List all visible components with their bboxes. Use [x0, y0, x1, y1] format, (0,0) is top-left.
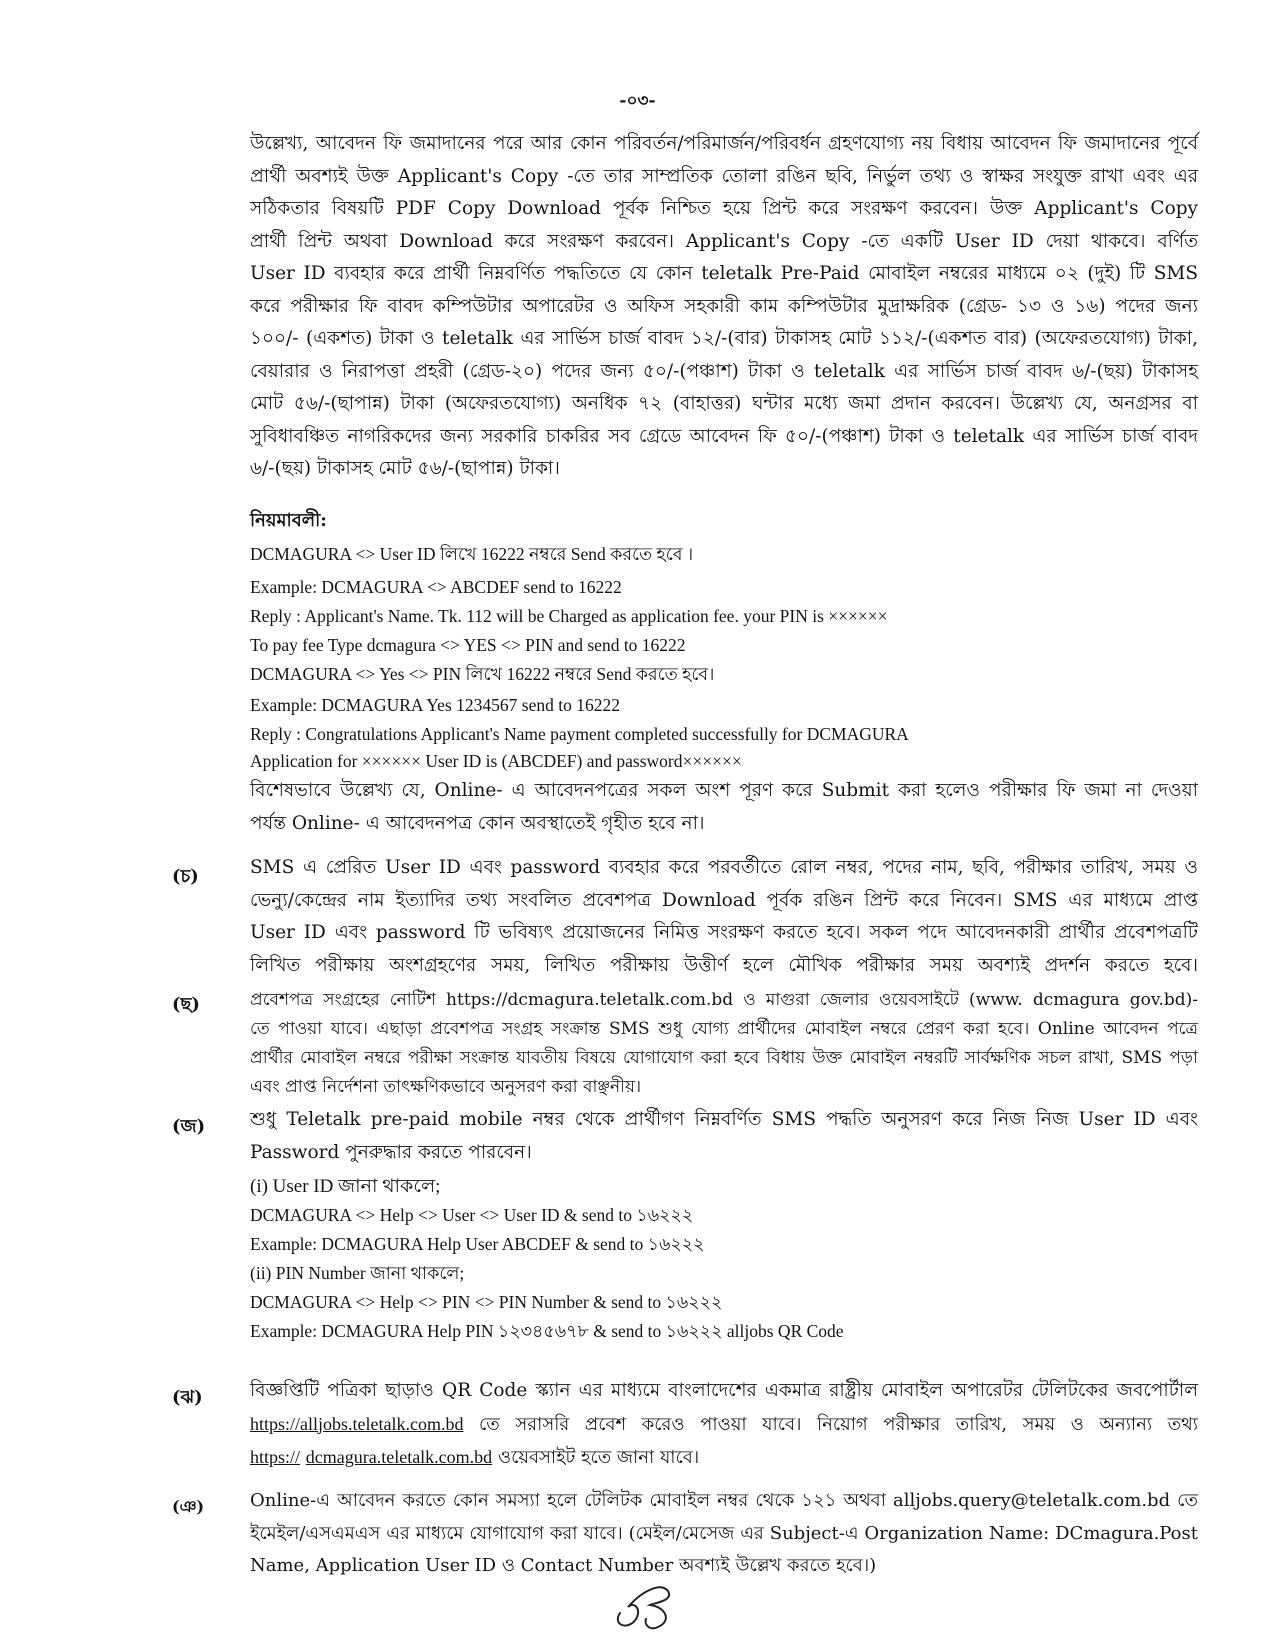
- section-line: প্রার্থীর মোবাইল নম্বরে পরীক্ষা সংক্রান্ত যাবতীয় বিষয়ে যোগাযোগ করা হবে বিধায় উক্ত মোবাইল নম্বরটি সার্বক্ষণিক সচল রাখা, SMS পড়া: [250, 1048, 1198, 1068]
- sms-line: DCMAGURA <> Help <> User <> User ID & send to ১৬২২২: [250, 1205, 694, 1225]
- rules-sms-block: [250, 540, 1198, 774]
- section-marker-nya: (ঞ): [172, 1497, 205, 1516]
- intro-paragraph: [250, 128, 1198, 486]
- intro-line: মোট ৫৬/-(ছাপান্ন) টাকা (অফেরতযোগ্য) অনধিক ৭২ (বাহাত্তর) ঘন্টার মধ্যে জমা প্রদান করবেন। উল্লেখ্য যে, অনগ্রসর বা: [250, 393, 1198, 414]
- rule-line: Example: DCMAGURA <> ABCDEF send to 16222: [250, 577, 622, 597]
- section-line: শুধু Teletalk pre-paid mobile নম্বর থেকে প্রার্থীগণ নিম্নবর্ণিত SMS পদ্ধতি অনুসরণ করে নিজ নিজ User ID এবং: [250, 1109, 1198, 1130]
- rule-line: DCMAGURA <> User ID লিখে 16222 নম্বরে Send করতে হবে ।: [250, 544, 694, 564]
- dcmagura-link[interactable]: dcmagura.teletalk.com.bd: [305, 1447, 493, 1467]
- rule-line: Reply : Applicant's Name. Tk. 112 will be Charged as application fee. your PIN is ××××××: [250, 606, 888, 626]
- section-marker-ja: (জ): [172, 1116, 206, 1137]
- rules-heading-text: নিয়মাবলী:: [250, 510, 327, 531]
- section-line: ভেন্যু/কেন্দ্রের নাম ইত্যাদির তথ্য সংবলিত প্রবেশপত্র Download পূর্বক রঙিন প্রিন্ট করে নিবেন। SMS এর মাধ্যমে প্রাপ্ত: [250, 889, 1198, 911]
- section-line: এবং প্রাপ্ত নির্দেশনা তাৎক্ষণিকভাবে অনুসরণ করা বাঞ্ছনীয়।: [250, 1077, 642, 1097]
- section-marker-chha: (ছ): [172, 994, 200, 1015]
- section-nya: [250, 1485, 1198, 1583]
- section-cha: [250, 852, 1198, 982]
- intro-line: সুবিধাবঞ্চিত নাগরিকদের জন্য সরকারি চাকরির সব গ্রেডে আবেদন ফি ৫০/-(পঞ্চাশ) টাকা ও teletalk এর সার্ভিস চার্জ বাবদ: [250, 425, 1198, 447]
- sms-line: DCMAGURA <> Help <> PIN <> PIN Number & send to ১৬২২২: [250, 1292, 723, 1312]
- section-line: তে পাওয়া যাবে। এছাড়া প্রবেশপত্র সংগ্রহ সংক্রান্ত SMS শুধু যোগ্য প্রার্থীদের মোবাইল নম্বরে প্রেরণ করা হবে। Online আবেদন পত্রে: [250, 1019, 1198, 1039]
- rule-line: Reply : Congratulations Applicant's Name payment completed successfully for DCMAGURA: [250, 724, 909, 744]
- section-line: [250, 1441, 1198, 1475]
- intro-line: ১০০/- (একশত) টাকা ও teletalk এর সার্ভিস চার্জ বাবদ ১২/-(বার) টাকাসহ মোট ১১২/-(একশত বার) (অফেরতযোগ্য) টাকা,: [250, 328, 1198, 349]
- section-line: বিজ্ঞপ্তিটি পত্রিকা ছাড়াও QR Code স্ক্যান এর মাধ্যমে বাংলাদেশের একমাত্র রাষ্ট্রীয় মোবাইল অপারেটর টেলিটকের জবপোর্টাল: [250, 1380, 1198, 1401]
- rule-line: To pay fee Type dcmagura <> YES <> PIN and send to 16222: [250, 635, 686, 655]
- intro-line: উল্লেখ্য, আবেদন ফি জমাদানের পরে আর কোন পরিবর্তন/পরিমার্জন/পরিবর্ধন গ্রহণযোগ্য নয় বিধায় আবেদন ফি জমাদানের পূর্বে: [250, 133, 1198, 154]
- alljobs-link[interactable]: https://alljobs.teletalk.com.bd: [250, 1413, 464, 1434]
- section-line: লিখিত পরীক্ষায় অংশগ্রহণের সময়, লিখিত পরীক্ষায় উত্তীর্ণ হলে মৌখিক পরীক্ষার সময় অবশ্যই প্রদর্শন করতে হবে।: [250, 954, 1198, 976]
- intro-line: সঠিকতার বিষয়টি PDF Copy Download পূর্বক নিশ্চিত হয়ে প্রিন্ট করে সংরক্ষণ করবেন। উক্ত Applicant's Copy: [250, 198, 1198, 219]
- rules-heading: [250, 506, 1198, 535]
- rules-note: [250, 775, 1198, 840]
- rule-line: Application for ×××××× User ID is (ABCDEF) and password××××××: [250, 751, 742, 771]
- section-line: User ID এবং password টি ভবিষ্যৎ প্রয়োজনের নিমিত্ত সংরক্ষণ করতে হবে। সকল পদে আবেদনকারী প্রার্থীর প্রবেশপত্রটি: [250, 922, 1198, 943]
- recovery-sms-block: [250, 1172, 1198, 1346]
- rule-line: Example: DCMAGURA Yes 1234567 send to 16222: [250, 695, 620, 715]
- page-number: -০৩-: [619, 91, 656, 111]
- intro-line: ৬/-(ছয়) টাকাসহ মোট ৫৬/-(ছাপান্ন) টাকা।: [250, 458, 560, 479]
- section-line: Name, Application User ID ও Contact Number অবশ্যই উল্লেখ করতে হবে।): [250, 1555, 877, 1576]
- note-line: বিশেষভাবে উল্লেখ্য যে, Online- এ আবেদনপত্রের সকল অংশ পূরণ করে Submit করা হলেও পরীক্ষার ফি জমা না দেওয়া: [250, 780, 1198, 801]
- section-text: তে সরাসরি প্রবেশ করেও পাওয়া যাবে। নিয়োগ পরীক্ষার তারিখ, সময় ও অন্যান্য তথ্য: [463, 1413, 1198, 1435]
- section-line: Password পুনরুদ্ধার করতে পারবেন।: [250, 1141, 532, 1163]
- section-text: ওয়েবসাইট হতে জানা যাবে।: [492, 1447, 700, 1468]
- section-line: SMS এ প্রেরিত User ID এবং password ব্যবহার করে পরবর্তীতে রোল নম্বর, পদের নাম, ছবি, পরীক্ষার তারিখ, সময় ও: [250, 857, 1198, 878]
- section-line: ইমেইল/এসএমএস এর মাধ্যমে যোগাযোগ করা যাবে। (মেইল/মেসেজ এর Subject-এ Organization Name: DCmagura.Post: [250, 1522, 1198, 1544]
- section-marker-jha: (ঝ): [172, 1387, 203, 1408]
- sms-line: Example: DCMAGURA Help PIN ১২৩৪৫৬৭৮ & send to ১৬২২২ alljobs QR Code: [250, 1321, 844, 1341]
- sms-line: Example: DCMAGURA Help User ABCDEF & send to ১৬২২২: [250, 1234, 705, 1254]
- section-marker-cha: (চ): [172, 866, 199, 887]
- intro-line: User ID ব্যবহার করে প্রার্থী নিম্নবর্ণিত পদ্ধতিতে যে কোন teletalk Pre-Paid মোবাইল নম্বরের মাধ্যমে ০২ (দুই) টি SMS: [250, 263, 1198, 284]
- rule-line: DCMAGURA <> Yes <> PIN লিখে 16222 নম্বরে Send করতে হবে।: [250, 664, 715, 684]
- intro-line: প্রার্থী প্রিন্ট অথবা Download করে সংরক্ষণ করবেন। Applicant's Copy -তে একটি User ID দেয়া থাকবে। বর্ণিত: [250, 230, 1198, 252]
- intro-line: বেয়ারার ও নিরাপত্তা প্রহরী (গ্রেড-২০) পদের জন্য ৫০/-(পঞ্চাশ) টাকা ও teletalk এর সার্ভিস চার্জ বাবদ ৬/-(ছয়) টাকাসহ: [250, 360, 1198, 382]
- section-line: Online-এ আবেদন করতে কোন সমস্যা হলে টেলিটক মোবাইল নম্বর থেকে ১২১ অথবা alljobs.query@teletalk.com.bd তে: [250, 1490, 1198, 1511]
- section-line: প্রবেশপত্র সংগ্রহের নোটিশ https://dcmagura.teletalk.com.bd ও মাগুরা জেলার ওয়েবসাইটে (www. dcmagura gov.bd)-: [250, 990, 1198, 1010]
- sms-line: (i) User ID জানা থাকলে;: [250, 1176, 441, 1197]
- intro-line: করে পরীক্ষার ফি বাবদ কম্পিউটার অপারেটর ও অফিস সহকারী কাম কম্পিউটার মুদ্রাক্ষরিক (গ্রেড- ১৩ ও ১৬) পদের জন্য: [250, 295, 1198, 317]
- intro-line: প্রার্থী অবশ্যই উক্ত Applicant's Copy -তে তার সাম্প্রতিক তোলা রঙিন ছবি, নির্ভুল তথ্য ও স্বাক্ষর সংযুক্ত রাখা এবং এর: [250, 165, 1198, 187]
- section-ja: [250, 1104, 1198, 1169]
- sms-line: (ii) PIN Number জানা থাকলে;: [250, 1263, 465, 1283]
- handwritten-initial: [610, 1573, 680, 1633]
- note-line: পর্যন্ত Online- এ আবেদনপত্র কোন অবস্থাতেই গৃহীত হবে না।: [250, 812, 705, 834]
- https-link[interactable]: https://: [250, 1447, 301, 1467]
- section-chha: [250, 986, 1198, 1102]
- section-line: [250, 1408, 1198, 1442]
- section-jha: [250, 1375, 1198, 1475]
